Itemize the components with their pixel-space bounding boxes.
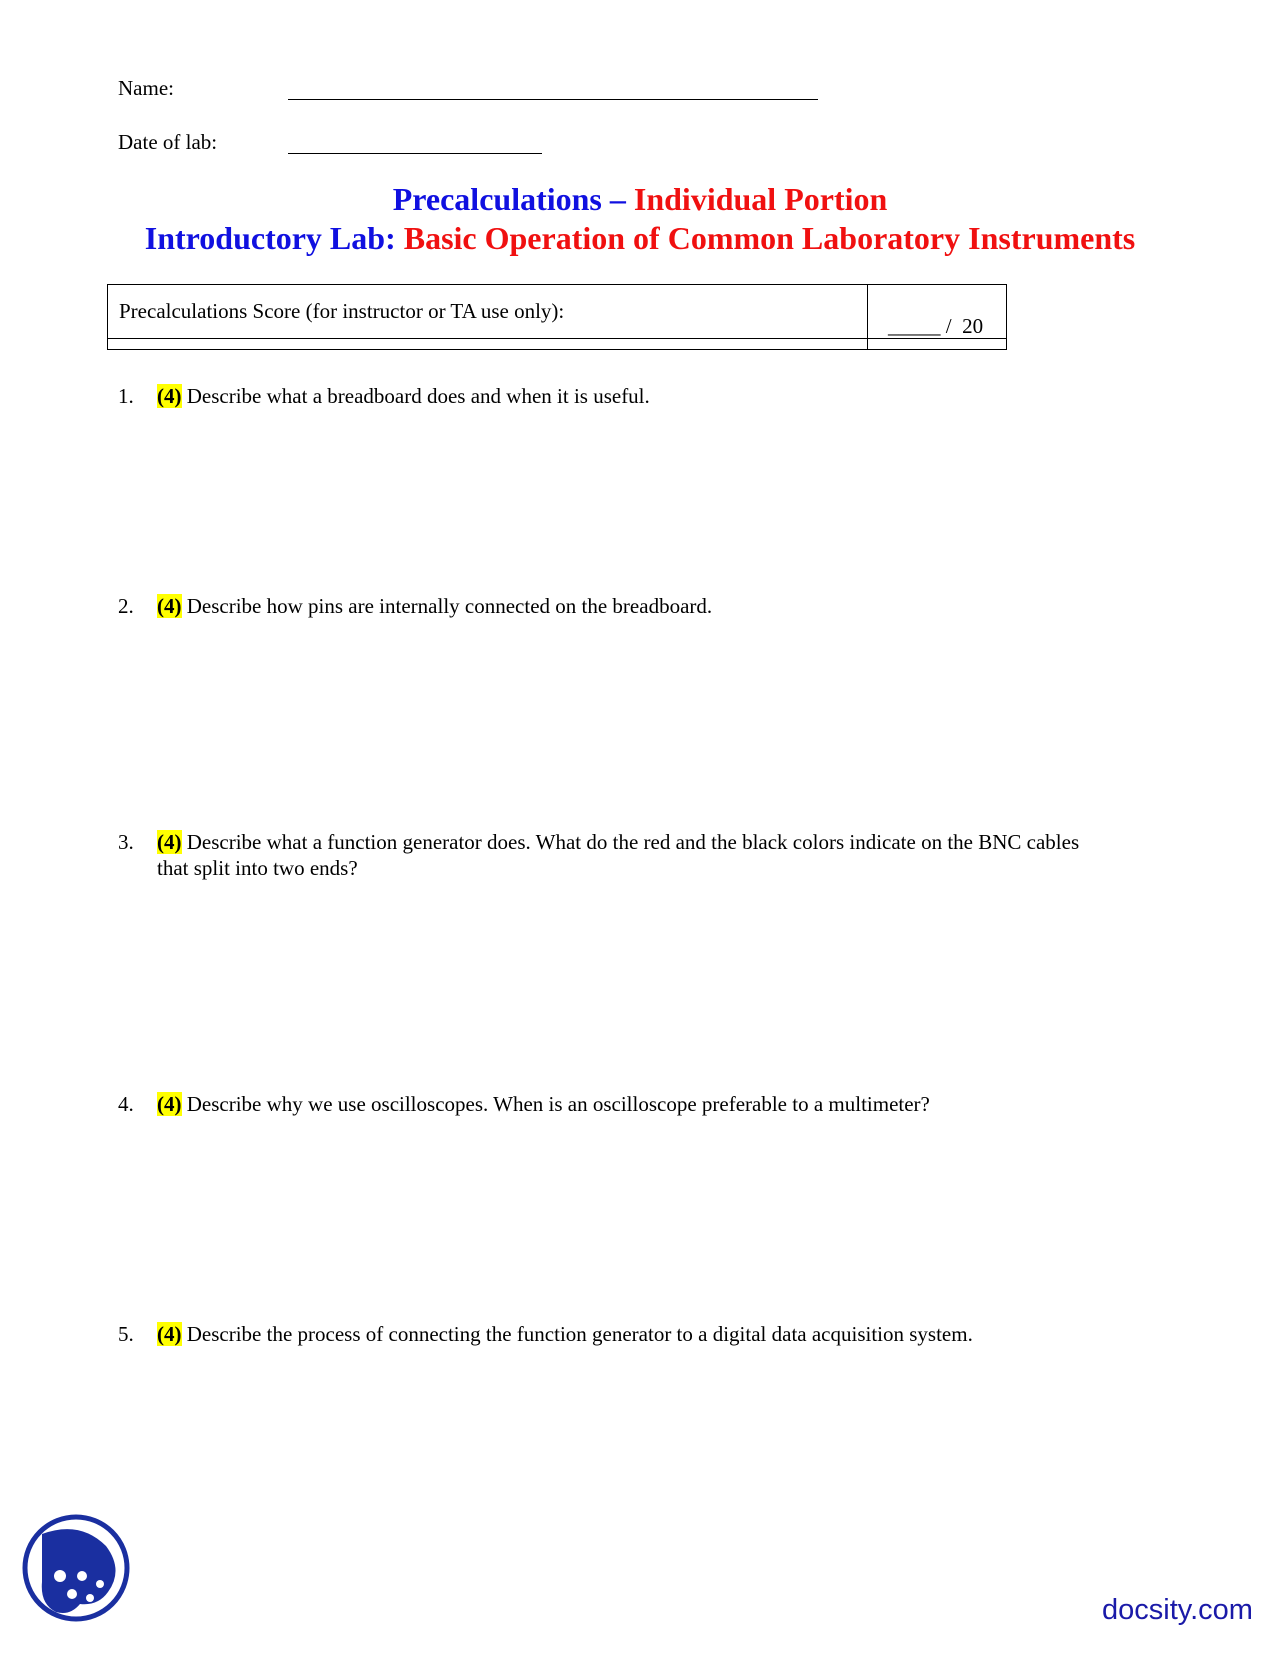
question-number: 3. — [118, 830, 134, 854]
score-value: _____ / 20 — [888, 314, 984, 338]
question-4 — [118, 1091, 1118, 1117]
question-text: Describe how pins are internally connected on the breadboard. — [181, 594, 713, 618]
date-label: Date of lab: — [118, 130, 218, 154]
question-number: 4. — [118, 1092, 134, 1116]
question-text: Describe why we use oscilloscopes. When is an oscilloscope preferable to a multimeter? — [181, 1092, 930, 1116]
question-number: 1. — [118, 384, 134, 408]
score-box-divider — [108, 338, 1006, 339]
question-text: Describe the process of connecting the function generator to a digital data acquisition system. — [181, 1322, 973, 1346]
question-2 — [118, 593, 1118, 619]
score-box-column-divider — [867, 285, 868, 349]
name-label: Name: — [118, 76, 174, 100]
question-5 — [118, 1321, 1118, 1347]
title-line2-red: Basic Operation of Common Laboratory Instruments — [403, 220, 1136, 256]
question-number: 5. — [118, 1322, 134, 1346]
title-line1-blue: Precalculations – — [392, 181, 634, 217]
page-title-line2 — [0, 220, 1280, 257]
date-field[interactable] — [288, 153, 542, 154]
question-points: (4) — [157, 384, 182, 408]
page-title-line1 — [0, 181, 1280, 218]
question-1 — [118, 383, 1118, 409]
score-label: Precalculations Score (for instructor or TA use only): — [119, 299, 565, 323]
docsity-brand-link[interactable]: docsity.com — [1102, 1594, 1253, 1626]
docsity-logo-icon[interactable] — [20, 1512, 132, 1624]
question-number: 2. — [118, 594, 134, 618]
question-text: Describe what a breadboard does and when it is useful. — [181, 384, 650, 408]
title-line2-blue: Introductory Lab: — [144, 220, 404, 256]
score-box — [107, 284, 1007, 350]
question-points: (4) — [157, 1322, 182, 1346]
question-points: (4) — [157, 1092, 182, 1116]
title-line1-red: Individual Portion — [633, 181, 888, 217]
question-points: (4) — [157, 594, 182, 618]
name-field[interactable] — [288, 99, 818, 100]
question-points: (4) — [157, 830, 182, 854]
question-text: Describe what a function generator does. What do the red and the black colors indicate on the BNC cables that split into two ends? — [157, 830, 1080, 880]
question-3 — [118, 829, 1118, 881]
